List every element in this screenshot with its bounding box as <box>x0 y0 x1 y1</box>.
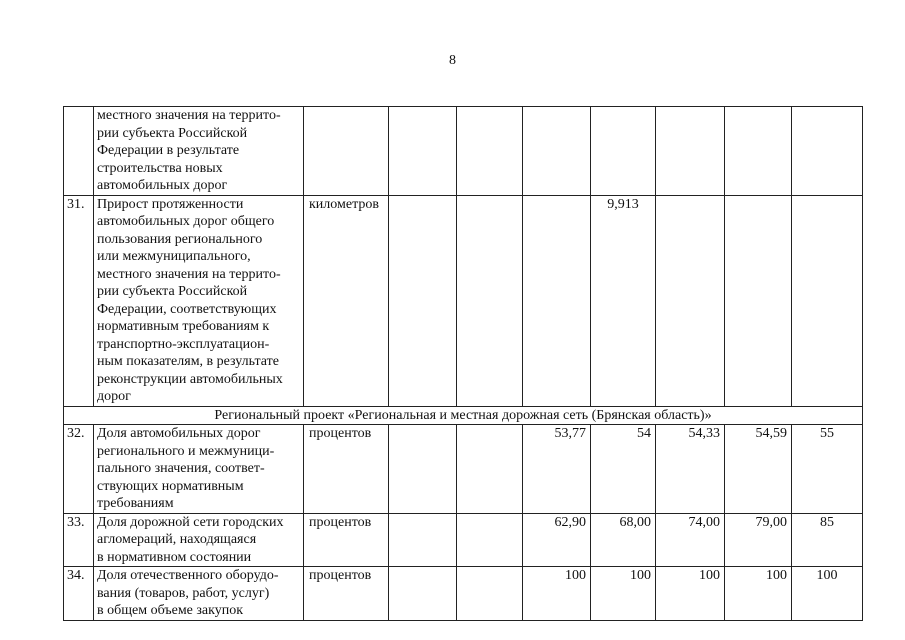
value-cell <box>725 107 792 196</box>
section-title: Региональный проект «Региональная и местная дорожная сеть (Брянская область)» <box>64 406 863 425</box>
unit-cell: километров <box>304 195 389 406</box>
value-cell: 100 <box>656 567 725 621</box>
value-cell <box>457 513 523 567</box>
value-cell: 100 <box>792 567 863 621</box>
value-cell: 54,59 <box>725 425 792 514</box>
row-index: 34. <box>64 567 94 621</box>
value-cell: 55 <box>792 425 863 514</box>
value-cell <box>389 513 457 567</box>
value-cell: 100 <box>591 567 656 621</box>
value-cell <box>457 195 523 406</box>
value-cell: 74,00 <box>656 513 725 567</box>
table-row <box>64 195 863 406</box>
value-cell <box>792 107 863 196</box>
value-cell <box>725 195 792 406</box>
indicator-label: местного значения на террито- рии субъекта Российской Федерации в результате строительства новых автомобильных дорог <box>94 107 304 196</box>
table-row <box>64 425 863 514</box>
value-cell: 53,77 <box>523 425 591 514</box>
value-cell <box>792 195 863 406</box>
value-cell <box>457 107 523 196</box>
value-cell <box>457 425 523 514</box>
row-index: 33. <box>64 513 94 567</box>
unit-cell: процентов <box>304 513 389 567</box>
unit-cell: процентов <box>304 567 389 621</box>
page-number: 8 <box>449 53 456 68</box>
value-cell <box>389 567 457 621</box>
value-cell: 79,00 <box>725 513 792 567</box>
value-cell: 100 <box>523 567 591 621</box>
value-cell <box>523 107 591 196</box>
table-row <box>64 513 863 567</box>
value-cell: 54 <box>591 425 656 514</box>
value-cell: 62,90 <box>523 513 591 567</box>
value-cell: 85 <box>792 513 863 567</box>
row-index: 32. <box>64 425 94 514</box>
value-cell <box>389 195 457 406</box>
value-cell <box>656 195 725 406</box>
value-cell <box>523 195 591 406</box>
value-cell: 100 <box>725 567 792 621</box>
table-row <box>64 107 863 196</box>
unit-cell: процентов <box>304 425 389 514</box>
table-row <box>64 567 863 621</box>
section-row <box>64 406 863 425</box>
value-cell <box>389 425 457 514</box>
value-cell <box>389 107 457 196</box>
row-index: 31. <box>64 195 94 406</box>
indicator-label: Доля отечественного оборудо- вания (товаров, работ, услуг) в общем объеме закупок <box>94 567 304 621</box>
value-cell <box>656 107 725 196</box>
value-cell <box>457 567 523 621</box>
value-cell: 54,33 <box>656 425 725 514</box>
value-cell: 9,913 <box>591 195 656 406</box>
value-cell: 68,00 <box>591 513 656 567</box>
value-cell <box>591 107 656 196</box>
indicators-table <box>63 106 863 621</box>
unit-cell <box>304 107 389 196</box>
indicator-label: Доля автомобильных дорог регионального и межмуници- пального значения, соответ- ствующих нормативным требованиям <box>94 425 304 514</box>
row-index <box>64 107 94 196</box>
indicator-label: Доля дорожной сети городских агломераций, находящаяся в нормативном состоянии <box>94 513 304 567</box>
indicator-label: Прирост протяженности автомобильных дорог общего пользования регионального или межмуниципального, местного значения на террито- рии субъекта Российской Федерации, соответствующих нормативным требованиям к транспортно-эксплуатацион- ным показателям, в результате реконструкции автомобильных дорог <box>94 195 304 406</box>
